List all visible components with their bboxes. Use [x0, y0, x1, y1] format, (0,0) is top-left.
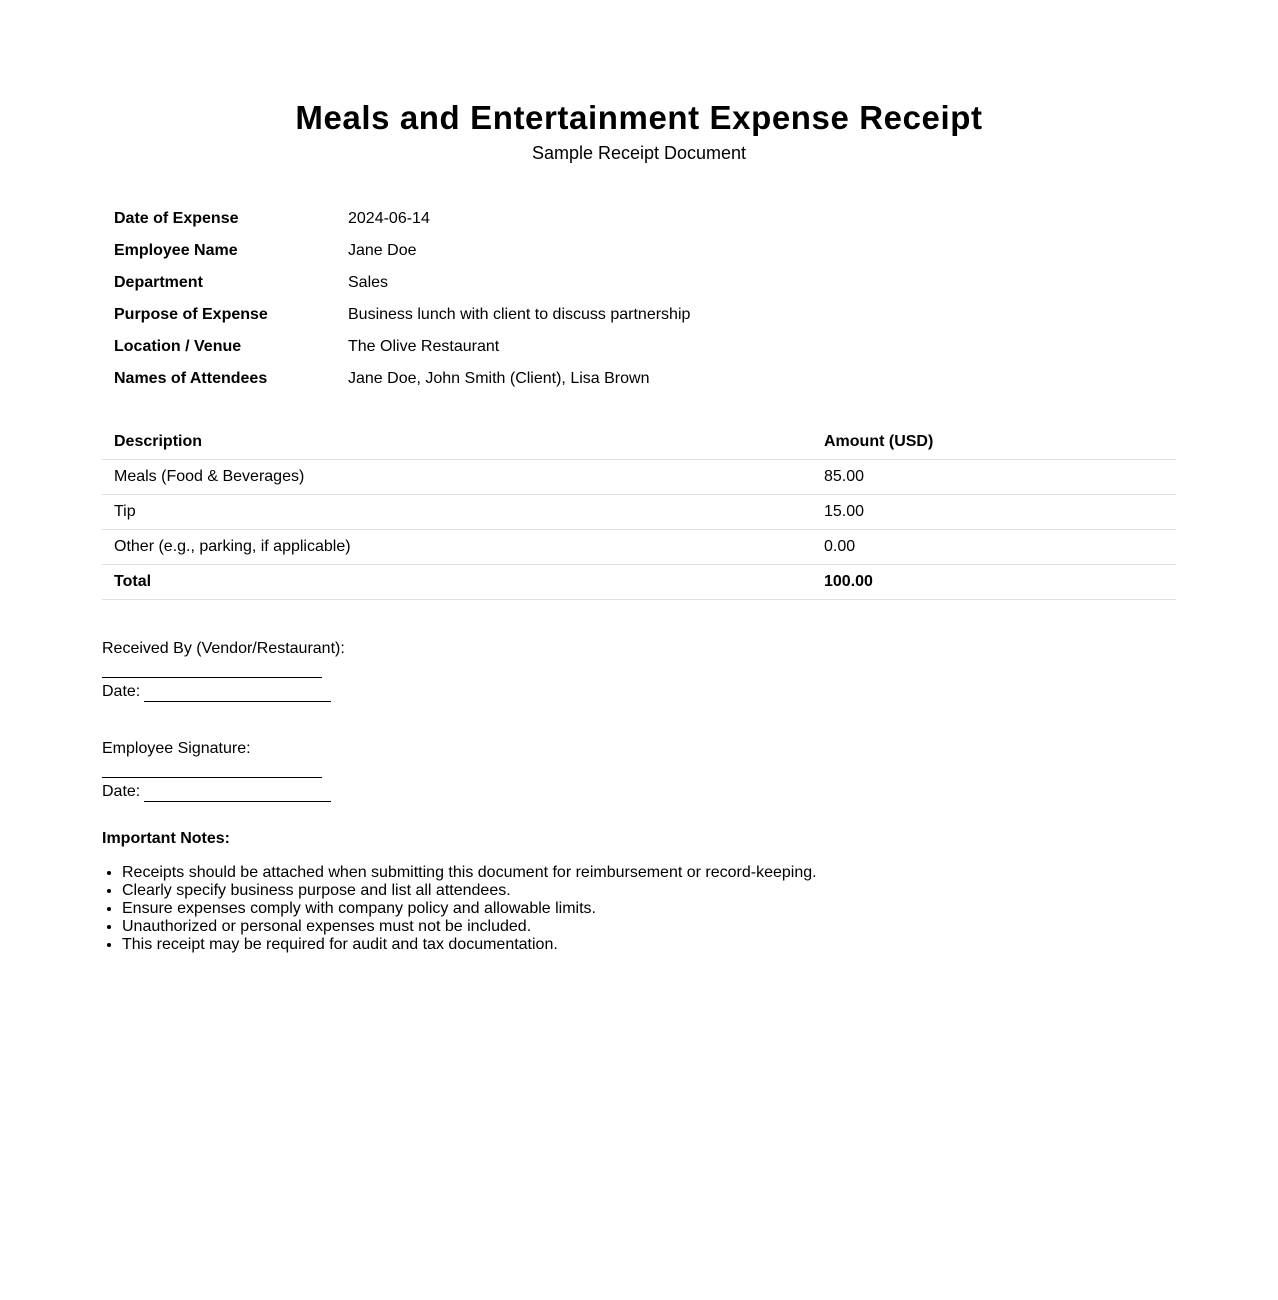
employee-signature-block [102, 739, 502, 802]
list-item: • This receipt may be required for audit and tax documentation. [122, 936, 1122, 954]
total-row [102, 565, 1176, 600]
info-value: Jane Doe [348, 242, 417, 259]
expense-amount-table [102, 425, 1176, 600]
list-item: • Unauthorized or personal expenses must not be included. [122, 918, 1122, 936]
notes-heading: Important Notes: [102, 830, 230, 847]
vendor-date-line[interactable] [144, 685, 331, 702]
expense-amount: 15.00 [812, 495, 1176, 530]
expense-amount: 85.00 [812, 460, 1176, 495]
info-label: Date of Expense [114, 210, 239, 227]
info-row-date [102, 203, 702, 235]
expense-description: Tip [102, 495, 812, 530]
vendor-signature-line[interactable] [102, 677, 322, 678]
info-value: Sales [348, 274, 389, 291]
total-label: Total [102, 565, 812, 600]
info-label: Employee Name [114, 242, 238, 259]
info-value: 2024-06-14 [348, 210, 430, 227]
vendor-signature-label: Received By (Vendor/Restaurant): [102, 640, 345, 657]
info-row-employee [102, 235, 702, 267]
info-row-purpose [102, 299, 702, 331]
page-title: Meals and Entertainment Expense Receipt [295, 99, 983, 136]
page-subtitle: Sample Receipt Document [531, 143, 747, 163]
expense-amount: 0.00 [812, 530, 1176, 565]
info-row-department [102, 267, 702, 299]
list-item: • Ensure expenses comply with company policy and allowable limits. [122, 900, 1122, 918]
table-row [102, 460, 1176, 495]
column-header-amount: Amount (USD) [812, 425, 1176, 460]
vendor-date-label: Date: [102, 683, 141, 700]
info-label: Location / Venue [114, 338, 242, 355]
column-header-description: Description [102, 425, 812, 460]
table-header-row [102, 425, 1176, 460]
list-item: • Receipts should be attached when submitting this document for reimbursement or record-keeping. [122, 864, 1122, 882]
info-row-attendees [102, 363, 702, 395]
vendor-date-field [102, 682, 502, 702]
info-row-location [102, 331, 702, 363]
employee-signature-label: Employee Signature: [102, 740, 251, 757]
table-row [102, 495, 1176, 530]
info-label: Purpose of Expense [114, 306, 268, 323]
total-amount: 100.00 [812, 565, 1176, 600]
notes-list [102, 864, 1122, 954]
expense-description: Meals (Food & Beverages) [102, 460, 812, 495]
info-value: Business lunch with client to discuss partnership [348, 306, 691, 323]
employee-date-label: Date: [102, 783, 141, 800]
expense-info-table [102, 203, 702, 395]
info-label: Department [114, 274, 203, 291]
employee-date-line[interactable] [144, 785, 331, 802]
vendor-signature-block [102, 639, 502, 702]
info-value: The Olive Restaurant [348, 338, 500, 355]
employee-signature-line[interactable] [102, 777, 322, 778]
info-value: Jane Doe, John Smith (Client), Lisa Brown [348, 370, 650, 387]
list-item: • Clearly specify business purpose and list all attendees. [122, 882, 1122, 900]
table-row [102, 530, 1176, 565]
employee-date-field [102, 782, 502, 802]
expense-description: Other (e.g., parking, if applicable) [102, 530, 812, 565]
info-label: Names of Attendees [114, 370, 268, 387]
